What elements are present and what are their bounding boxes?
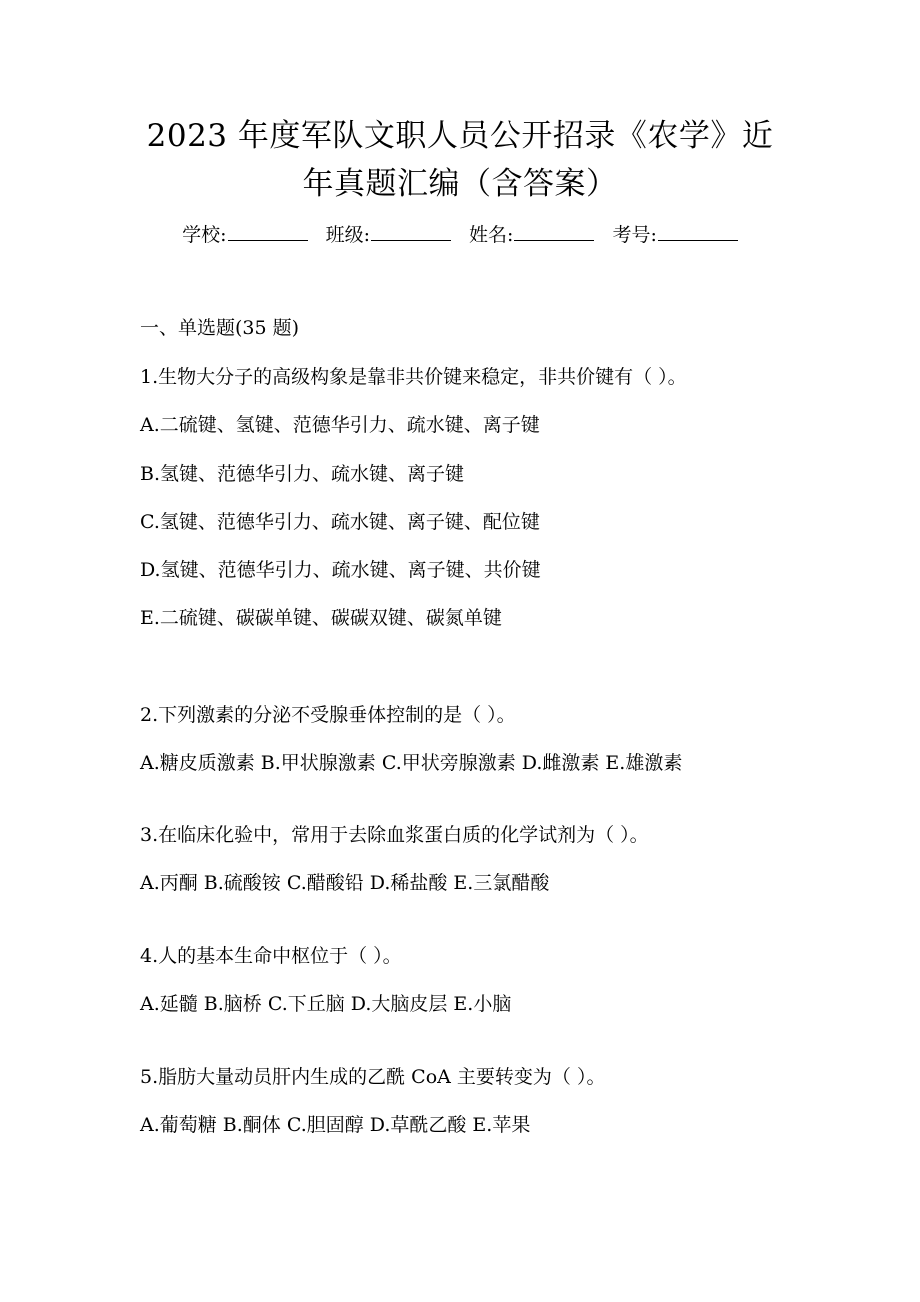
question-4-options: A.延髓 B.脑桥 C.下丘脑 D.大脑皮层 E.小脑	[140, 993, 512, 1015]
question-5-options: A.葡萄糖 B.酮体 C.胆固醇 D.草酰乙酸 E.苹果	[140, 1114, 531, 1136]
question-1-stem: 1.生物大分子的高级构象是靠非共价键来稳定，非共价键有（ ）。	[140, 366, 687, 388]
question-1-option-b: B.氢键、范德华引力、疏水键、离子键	[140, 463, 465, 485]
question-2-options: A.糖皮质激素 B.甲状腺激素 C.甲状旁腺激素 D.雌激素 E.雄激素	[140, 752, 683, 774]
document-title-line-2: 年真题汇编（含答案）	[302, 166, 618, 202]
exam-number-field	[612, 224, 737, 246]
question-3-stem: 3.在临床化验中，常用于去除血浆蛋白质的化学试剂为（ ）。	[140, 824, 649, 846]
question-5-stem: 5.脂肪大量动员肝内生成的乙酰 CoA 主要转变为（ ）。	[140, 1066, 606, 1088]
school-blank	[228, 222, 308, 241]
question-2-stem: 2.下列激素的分泌不受腺垂体控制的是（ ）。	[140, 704, 516, 726]
question-1-option-a: A.二硫键、氢键、范德华引力、疏水键、离子键	[140, 414, 540, 436]
name-blank	[514, 222, 594, 241]
question-3-options: A.丙酮 B.硫酸铵 C.醋酸铅 D.稀盐酸 E.三氯醋酸	[140, 872, 550, 894]
question-1-option-c: C.氢键、范德华引力、疏水键、离子键、配位键	[140, 511, 540, 533]
section-heading: 一、单选题(35 题)	[140, 317, 300, 339]
question-1-option-d: D.氢键、范德华引力、疏水键、离子键、共价键	[140, 559, 541, 581]
school-field	[182, 224, 307, 246]
exam-number-label: 考号:	[612, 224, 657, 246]
class-blank	[371, 222, 451, 241]
document-title-line-1: 2023 年度军队文职人员公开招录《农学》近	[146, 118, 774, 154]
name-label: 姓名:	[469, 224, 514, 246]
name-field	[469, 224, 594, 246]
exam-number-blank	[658, 222, 738, 241]
class-label: 班级:	[325, 224, 370, 246]
class-field	[326, 224, 451, 246]
question-1-option-e: E.二硫键、碳碳单键、碳碳双键、碳氮单键	[140, 607, 502, 629]
school-label: 学校:	[182, 224, 227, 246]
question-4-stem: 4.人的基本生命中枢位于（ ）。	[140, 945, 402, 967]
student-info-fields	[0, 222, 920, 248]
